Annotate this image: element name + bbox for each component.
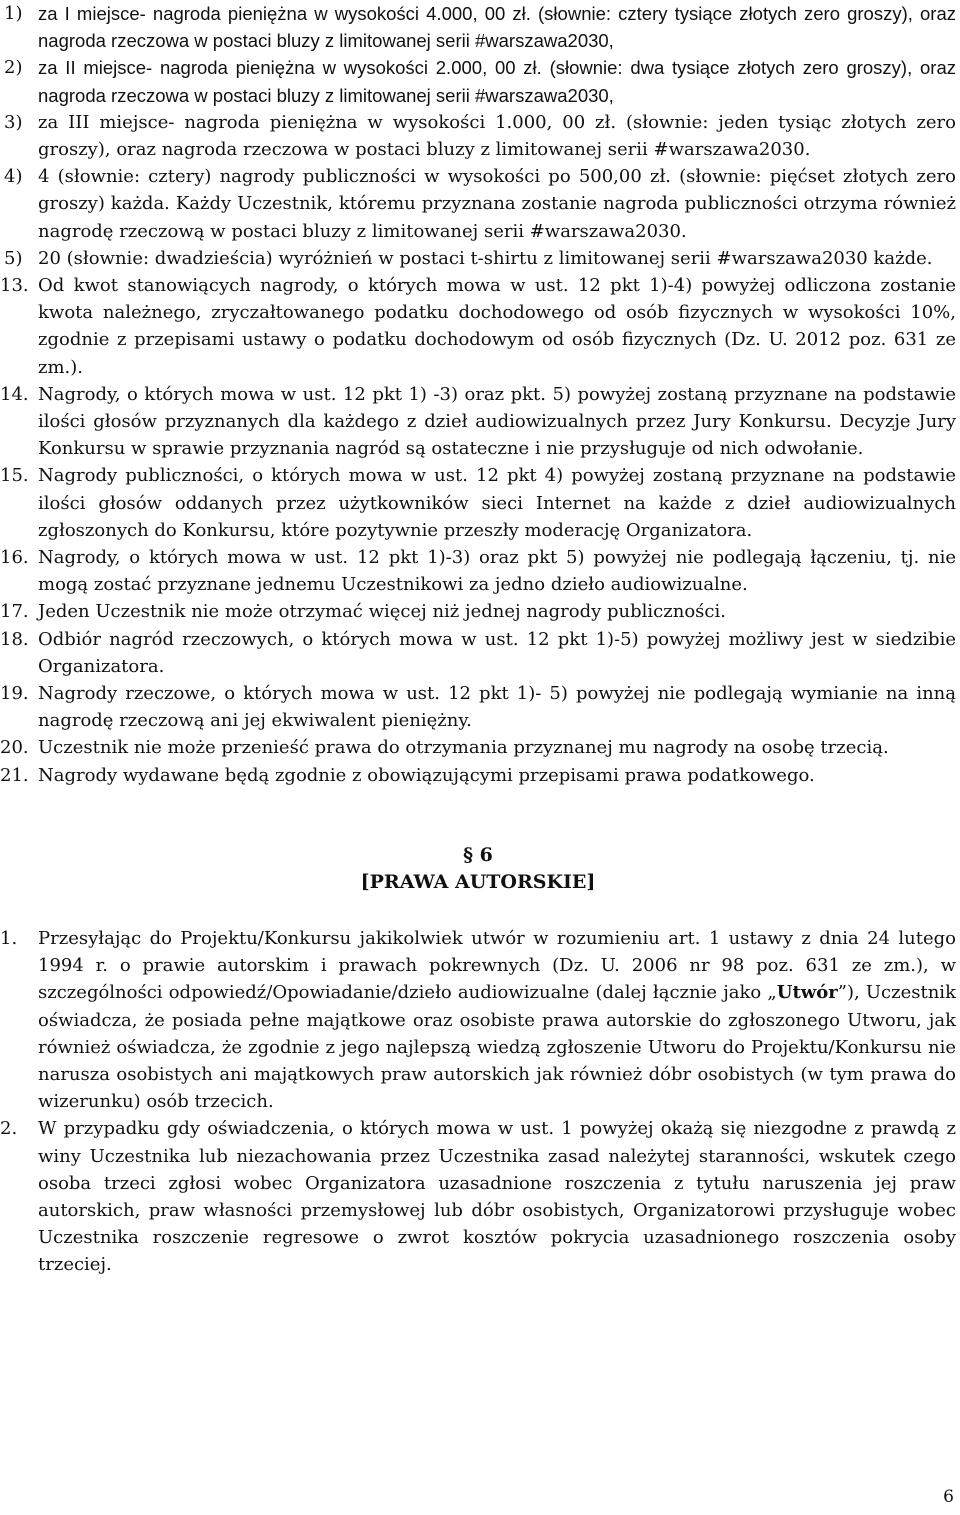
list-item-number: 16. <box>0 547 29 569</box>
list-item-number: 1. <box>0 927 18 949</box>
list-item-text: Nagrody, o których mowa w ust. 12 pkt 1)-3) oraz pkt 5) powyżej nie podlegają łączeniu, tj. nie mogą zostać przyznane jednemu Uczestnikowi za jedno dzieło audiowizualne. <box>38 547 956 596</box>
list-item <box>0 462 956 544</box>
list-item-text: Od kwot stanowiących nagrody, o których mowa w ust. 12 pkt 1)-4) powyżej odliczona zostanie kwota należnego, zryczałtowanego podatku dochodowego od osób fizycznych w wysokości 10%, zgodnie z przepisami ustawy o podatku dochodowym od osób fizycznych (Dz. U. 2012 poz. 631 ze zm.). <box>38 275 956 378</box>
numbered-paragraphs <box>0 272 956 789</box>
list-item-text: Nagrody, o których mowa w ust. 12 pkt 1) -3) oraz pkt. 5) powyżej zostaną przyznane na podstawie ilości głosów przyznanych dla każdego z dzieł audiowizualnych przez Jury Konkursu. Decyzje Jury Konkursu w sprawie przyznania nagród są ostateczne i nie przysługuje od nich odwołanie. <box>38 383 956 460</box>
copyright-paragraphs <box>0 925 956 1279</box>
list-item-text: 20 (słownie: dwadzieścia) wyróżnień w postaci t-shirtu z limitowanej serii #warszawa2030 każde. <box>38 247 933 269</box>
list-item <box>0 544 956 598</box>
text-part: ”), Uczestnik oświadcza, że posiada pełne majątkowe oraz osobiste prawa autorskie do zgłoszonego Utworu, jak również oświadcza, że zgodnie z jego najlepszą wiedzą zgłoszenie Utworu do Projektu/Konkursu nie narusza osobistych ani majątkowych praw autorskich jak również dóbr osobistych (w tym prawa do wizerunku) osób trzecich. <box>38 982 956 1113</box>
list-item-number: 2. <box>0 1118 18 1140</box>
list-item-text <box>38 925 956 1115</box>
list-item-text: Odbiór nagród rzeczowych, o których mowa w ust. 12 pkt 1)-5) powyżej możliwy jest w siedzibie Organizatora. <box>38 628 956 677</box>
list-item-text: Uczestnik nie może przenieść prawa do otrzymania przyznanej mu nagrody na osobę trzecią. <box>38 737 889 759</box>
section-number <box>0 842 956 869</box>
list-item-number: 17. <box>0 601 29 623</box>
list-item <box>0 925 956 1115</box>
list-item-number: 5) <box>4 247 23 269</box>
list-item-number: 4) <box>4 166 23 188</box>
list-item <box>0 1115 956 1278</box>
list-item <box>0 381 956 463</box>
list-item <box>0 245 956 272</box>
list-item <box>0 0 956 54</box>
list-item-number: 2) <box>4 57 23 79</box>
list-item-text: za II miejsce- nagroda pieniężna w wysokości 2.000, 00 zł. (słownie: dwa tysiące złotych zero groszy), oraz nagroda rzeczowa w postaci bluzy z limitowanej serii #warszawa2030, <box>38 57 956 106</box>
list-item <box>0 598 956 625</box>
list-item <box>0 272 956 381</box>
list-item-text: Jeden Uczestnik nie może otrzymać więcej niż jednej nagrody publiczności. <box>38 601 726 623</box>
defined-term: Utwór <box>776 982 838 1004</box>
list-item-text: Nagrody wydawane będą zgodnie z obowiązującymi przepisami prawa podatkowego. <box>38 764 815 786</box>
list-item-text: Nagrody publiczności, o których mowa w ust. 12 pkt 4) powyżej zostaną przyznane na podstawie ilości głosów oddanych przez użytkowników sieci Internet na każde z dzieł audiowizualnych zgłoszonych do Konkursu, które pozytywnie przeszły moderację Organizatora. <box>38 465 956 541</box>
list-item-number: 19. <box>0 683 29 705</box>
list-item-number: 21. <box>0 764 29 786</box>
list-item <box>0 680 956 734</box>
list-item-text: za III miejsce- nagroda pieniężna w wysokości 1.000, 00 zł. (słownie: jeden tysiąc złotych zero groszy), oraz nagroda rzeczowa w postaci bluzy z limitowanej serii #warszawa2030. <box>38 111 956 161</box>
section-number-value: 6 <box>479 843 493 866</box>
list-item-text: W przypadku gdy oświadczenia, o których mowa w ust. 1 powyżej okażą się niezgodne z prawdą z winy Uczestnika lub niezachowania przez Uczestnika zasad należytej staranności, wskutek czego osoba trzeci zgłosi wobec Organizatora uzasadnione roszczenia z tytułu naruszenia jej praw autorskich, praw własności przemysłowej lub dóbr osobistych, Organizatorowi przysługuje wobec Uczestnika roszczenie regresowe o zwrot kosztów pokrycia uzasadnionego roszczenia osoby trzeciej. <box>38 1118 956 1276</box>
list-item-text: za I miejsce- nagroda pieniężna w wysokości 4.000, 00 zł. (słownie: cztery tysiące złotych zero groszy), oraz nagroda rzeczowa w postaci bluzy z limitowanej serii #warszawa2030, <box>38 3 956 52</box>
list-item <box>0 109 956 163</box>
list-item <box>0 54 956 108</box>
text-part: Przesyłając do Projektu/Konkursu jakikolwiek utwór w rozumieniu art. 1 ustawy z dnia 24 lutego 1994 r. o prawie autorskim i prawach pokrewnych (Dz. U. 2006 nr 98 poz. 631 ze zm.), w szczególności odpowiedź/Opowiadanie/dzieło audiowizualne (dalej łącznie jako „ <box>38 927 956 1004</box>
section-sign: § <box>463 843 474 866</box>
list-item-number: 15. <box>0 465 29 487</box>
list-item-text: 4 (słownie: cztery) nagrody publiczności w wysokości po 500,00 zł. (słownie: pięćset złotych zero groszy) każda. Każdy Uczestnik, któremu przyznana zostanie nagroda publiczności otrzyma również nagrodę rzeczową w postaci bluzy z limitowanej serii #warszawa2030. <box>38 166 956 242</box>
list-item-number: 13. <box>0 275 29 297</box>
list-item <box>0 626 956 680</box>
list-item-number: 18. <box>0 628 29 650</box>
list-item <box>0 734 956 761</box>
list-item <box>0 762 956 789</box>
list-item <box>0 163 956 245</box>
list-item-text: Nagrody rzeczowe, o których mowa w ust. 12 pkt 1)- 5) powyżej nie podlegają wymianie na inną nagrodę rzeczową ani jej ekwiwalent pieniężny. <box>38 683 956 732</box>
page-number: 6 <box>943 1487 954 1507</box>
prize-sub-list <box>0 0 956 272</box>
list-item-number: 20. <box>0 737 29 759</box>
list-item-number: 14. <box>0 383 29 405</box>
section-heading <box>0 842 956 896</box>
list-item-number: 3) <box>4 111 23 133</box>
list-item-number: 1) <box>4 3 23 24</box>
section-title: [PRAWA AUTORSKIE] <box>360 870 596 893</box>
